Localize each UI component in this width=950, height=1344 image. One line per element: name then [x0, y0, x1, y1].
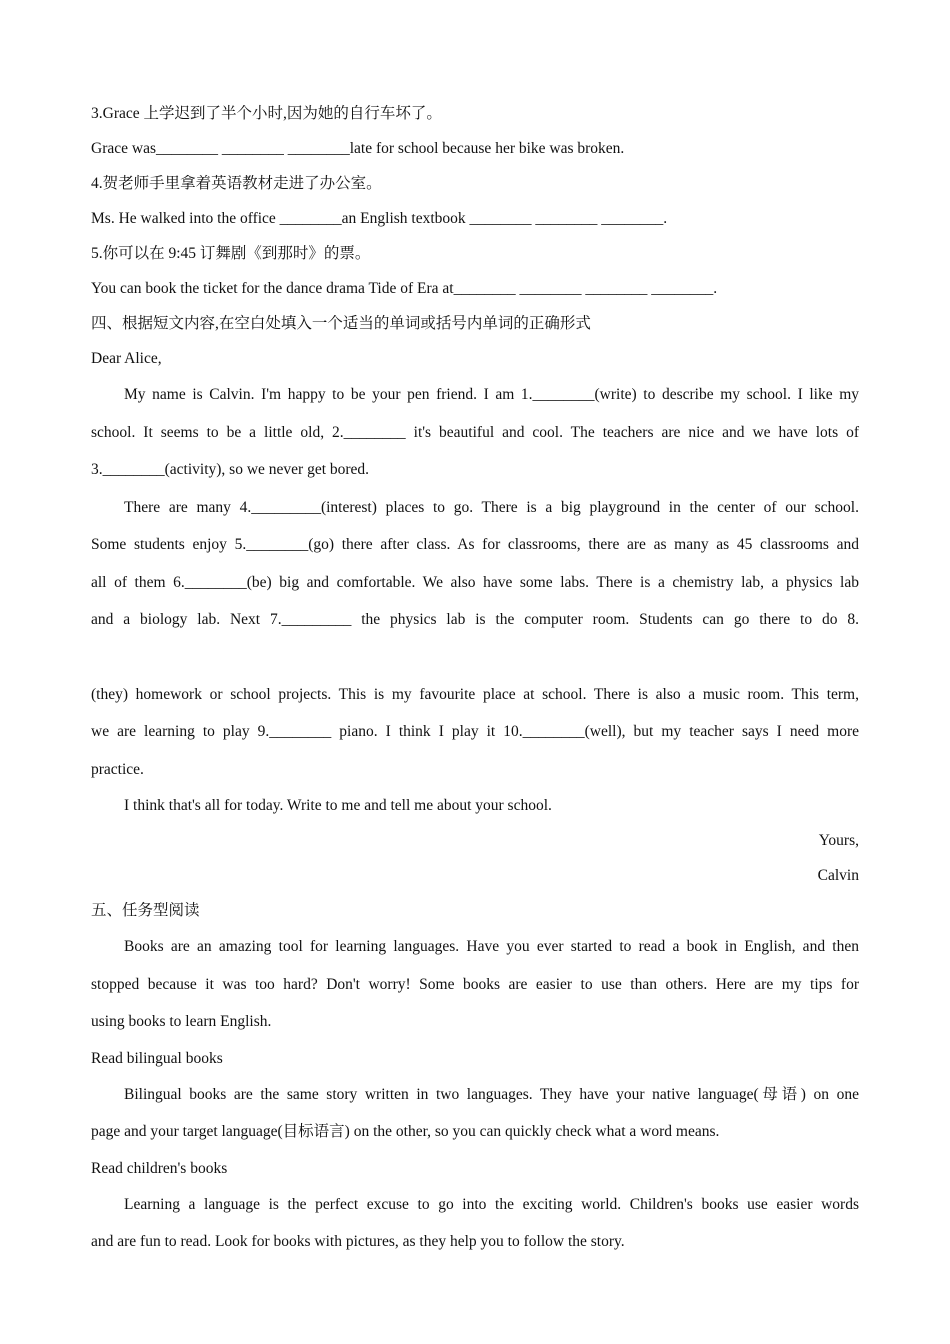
letter-signature: Calvin [817, 867, 859, 884]
letter-paragraph-1 [91, 376, 859, 489]
letter-greeting: Dear Alice, [91, 350, 162, 367]
paragraph-line: and a biology lab. Next 7._________ the physics lab is the computer room. Students can go there to do 8. [91, 611, 859, 628]
question-3-chinese: 3.Grace 上学迟到了半个小时,因为她的自行车坏了。 [91, 105, 442, 122]
paragraph-line: school. It seems to be a little old, 2.________ it's beautiful and cool. The teachers are nice and we have lots of [91, 423, 859, 441]
tip-2-title: Read children's books [91, 1159, 228, 1177]
section-4-heading: 四、根据短文内容,在空白处填入一个适当的单词或括号内单词的正确形式 [91, 315, 591, 332]
paragraph-line: we are learning to play 9.________ piano. I think I play it 10.________(well), but my teacher says I need more [91, 723, 859, 740]
paragraph-line: using books to learn English. [91, 1013, 272, 1030]
paragraph-line: and are fun to read. Look for books with pictures, as they help you to follow the story. [91, 1233, 625, 1250]
paragraph-line: My name is Calvin. I'm happy to be your pen friend. I am 1.________(write) to describe my school. I like my [124, 386, 859, 403]
paragraph-line: Books are an amazing tool for learning languages. Have you ever started to read a book in English, and then [124, 938, 859, 955]
tip-1-title: Read bilingual books [91, 1049, 223, 1067]
paragraph-line: Bilingual books are the same story written in two languages. They have your native language(母语) on one [124, 1085, 859, 1103]
paragraph-line: stopped because it was too hard? Don't worry! Some books are easier to use than others. Here are my tips for [91, 975, 859, 993]
question-4-english: Ms. He walked into the office ________an English textbook ________ ________ ________. [91, 210, 668, 227]
section-5-heading: 五、任务型阅读 [91, 902, 200, 919]
letter-paragraph-2 [91, 489, 859, 789]
paragraph-line: 3.________(activity), so we never get bored. [91, 461, 370, 478]
answer-blank-8 [91, 639, 859, 676]
question-5-english: You can book the ticket for the dance drama Tide of Era at________ ________ ________ ________. [91, 280, 718, 297]
tip-2-paragraph [91, 1186, 859, 1261]
paragraph-line: practice. [91, 760, 144, 778]
reading-intro [91, 928, 859, 1041]
paragraph-line: Some students enjoy 5.________(go) there after class. As for classrooms, there are as many as 45 classrooms and [91, 536, 859, 553]
question-3-english: Grace was________ ________ ________late for school because her bike was broken. [91, 140, 625, 157]
paragraph-line: all of them 6.________(be) big and comfortable. We also have some labs. There is a chemistry lab, a physics lab [91, 573, 859, 591]
question-5-chinese: 5.你可以在 9:45 订舞剧《到那时》的票。 [91, 245, 371, 262]
letter-closing: Yours, [818, 832, 859, 849]
paragraph-line: page and your target language(目标语言) on the other, so you can quickly check what a word means. [91, 1123, 720, 1140]
paragraph-line: There are many 4._________(interest) places to go. There is a big playground in the center of our school. [124, 498, 859, 516]
question-4-chinese: 4.贺老师手里拿着英语教材走进了办公室。 [91, 175, 382, 192]
document-page [91, 96, 859, 1261]
letter-paragraph-3: I think that's all for today. Write to me and tell me about your school. [124, 797, 552, 814]
paragraph-line: Learning a language is the perfect excuse to go into the exciting world. Children's books use easier words [124, 1195, 859, 1213]
paragraph-line: (they) homework or school projects. This is my favourite place at school. There is also a music room. This term, [91, 685, 859, 703]
tip-1-paragraph [91, 1076, 859, 1151]
